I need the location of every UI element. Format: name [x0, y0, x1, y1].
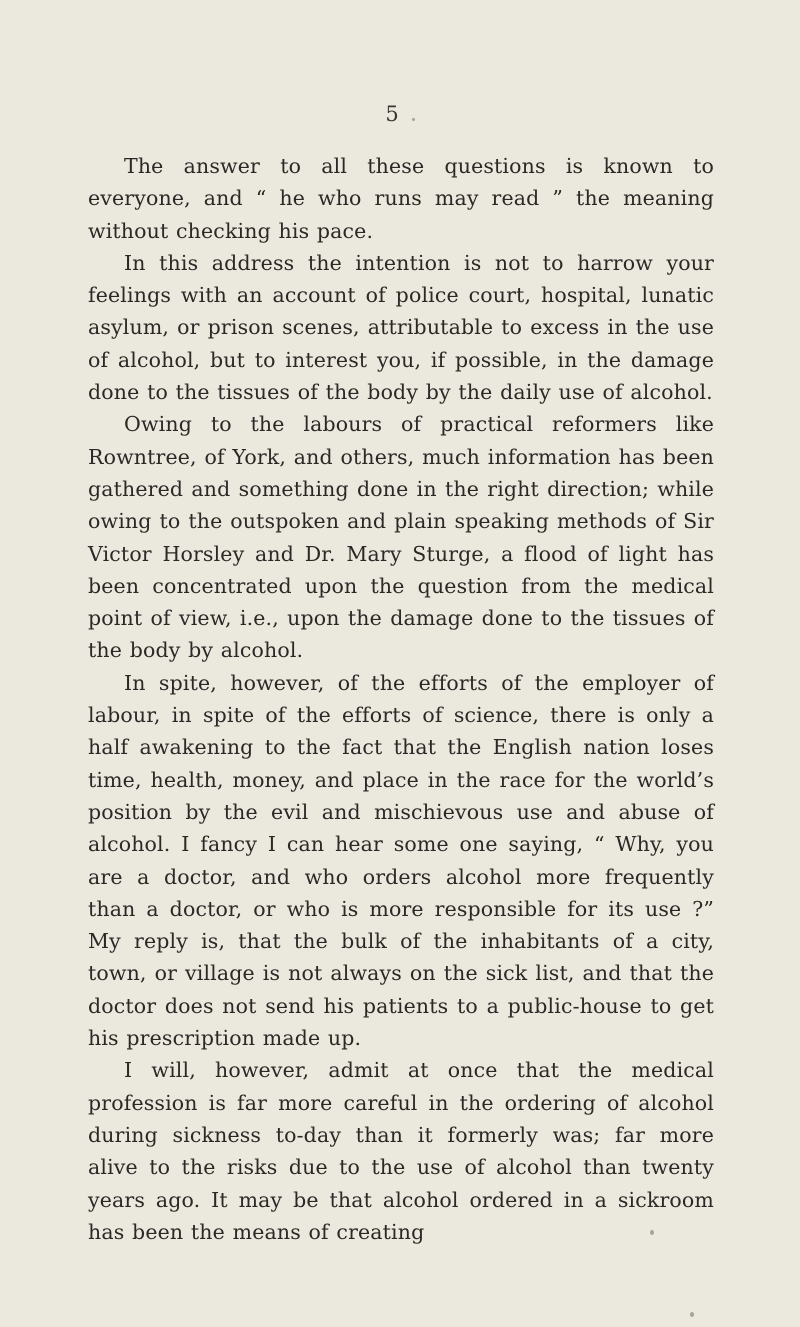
body-text — [88, 150, 714, 1248]
paragraph-5: I will, however, admit at once that the medical profession is far more careful in the ordering of alcohol during sickness to-day than it formerly was; far more alive to the risks due to the use of alcohol than twenty years ago. It may be that alcohol ordered in a sickroom has been the means of creating — [88, 1058, 714, 1244]
paragraph-3: Owing to the labours of practical reformers like Rowntree, of York, and others, much information has been gathered and something done in the right direction; while owing to the outspoken and plain speaking methods of Sir Victor Horsley and Dr. Mary Sturge, a flood of light has been concentrated upon the question from the medical point of view, i.e., upon the damage done to the tissues of the body by alcohol. — [88, 412, 714, 663]
paper-speck — [690, 1312, 694, 1317]
paragraph-1: The answer to all these questions is known to everyone, and “ he who runs may read ” the meaning without checking his pace. — [88, 154, 714, 243]
page-number: 5 — [385, 102, 399, 126]
paper-speck — [650, 1230, 654, 1235]
paragraph-4: In spite, however, of the efforts of the employer of labour, in spite of the efforts of science, there is only a half awakening to the fact that the English nation loses time, health, money, and place in the race for the world’s position by the evil and mischievous use and abuse of alcohol. I fancy I can hear some one saying, “ Why, you are a doctor, and who orders alcohol more frequently than a doctor, or who is more responsible for its use ?” My reply is, that the bulk of the inhabitants of a city, town, or village is not always on the sick list, and that the doctor does not send his patients to a public-house to get his prescription made up. — [88, 670, 714, 1051]
paragraph-2: In this address the intention is not to harrow your feelings with an account of police court, hospital, lunatic asylum, or prison scenes, attributable to excess in the use of alcohol, but to interest you, if possible, in the damage done to the tissues of the body by the daily use of alcohol. — [88, 250, 714, 405]
paper-speck — [412, 118, 415, 121]
